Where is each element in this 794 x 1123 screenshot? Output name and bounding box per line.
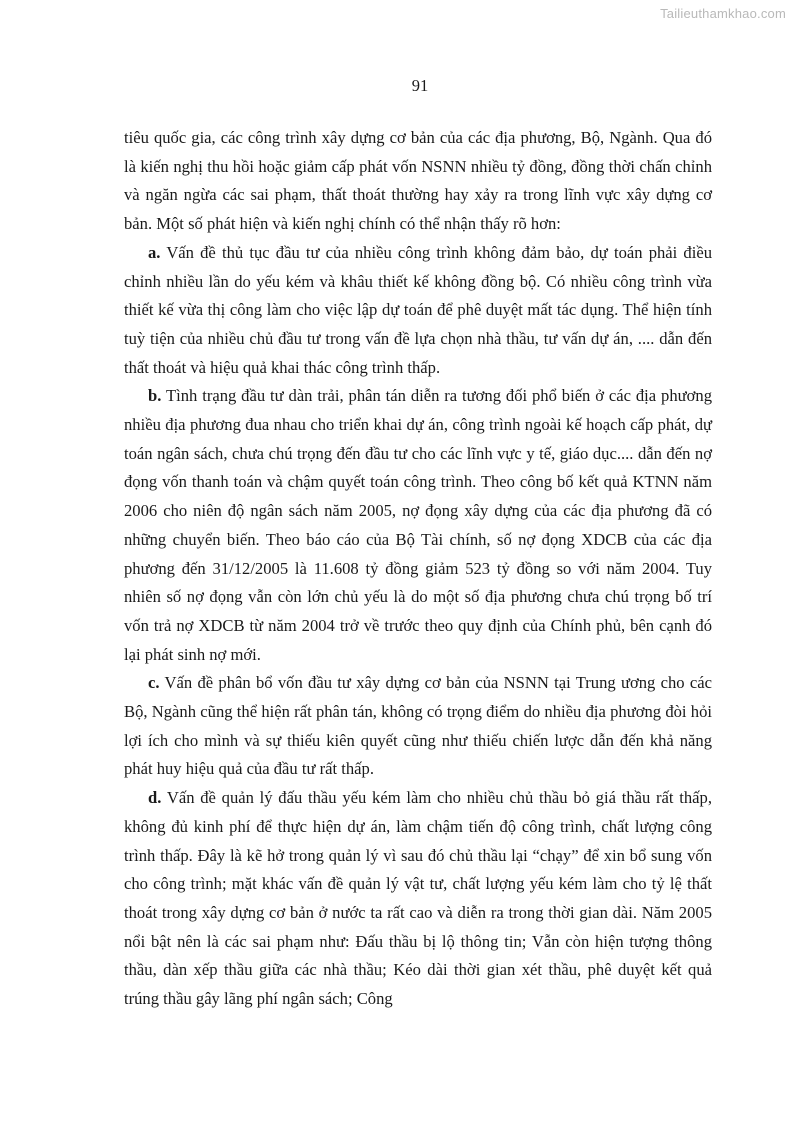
paragraph-d [124,784,712,1014]
paragraph-label: d. [148,788,162,808]
page-number: 91 [411,76,429,95]
paragraph-text: Vấn đề phân bổ vốn đầu tư xây dựng cơ bản của NSNN tại Trung ương cho các Bộ, Ngành cũng thể hiện rất phân tán, không có trọng điểm do nhiều địa phương đòi hỏi lợi ích cho mình và sự thiếu kiên quyết cũng như thiếu chiến lược dẫn đến khả năng phát huy hiệu quả của đầu tư rất thấp. [124,673,712,779]
paragraph-intro [124,124,712,239]
paragraph-c [124,669,712,784]
paragraph-label: a. [148,242,161,262]
paragraph-text: tiêu quốc gia, các công trình xây dựng cơ bản của các địa phương, Bộ, Ngành. Qua đó là kiến nghị thu hồi hoặc giảm cấp phát vốn NSNN nhiều tỷ đồng, đồng thời chấn chỉnh và ngăn ngừa các sai phạm, thất thoát thường hay xảy ra trong lĩnh vực xây dựng cơ bản. Một số phát hiện và kiến nghị chính có thể nhận thấy rõ hơn: [124,128,712,234]
paragraph-label: b. [148,386,162,406]
paragraph-text: Vấn đề quản lý đấu thầu yếu kém làm cho nhiều chủ thầu bỏ giá thầu rất thấp, không đủ kinh phí để thực hiện dự án, làm chậm tiến độ công trình, chất lượng công trình thấp. Đây là kẽ hở trong quản lý vì sau đó chủ thầu lại “chạy” để xin bổ sung vốn cho công trình; mặt khác vấn đề quản lý vật tư, chất lượng yếu kém làm cho tỷ lệ thất thoát trong xây dựng cơ bản ở nước ta rất cao và diễn ra trong thời gian dài. Năm 2005 nổi bật nên là các sai phạm như: Đấu thầu bị lộ thông tin; Vẫn còn hiện tượng thông thầu, dàn xếp thầu giữa các nhà thầu; Kéo dài thời gian xét thầu, phê duyệt kết quả trúng thầu gây lãng phí ngân sách; Công [124,788,712,1009]
paragraph-label: c. [148,673,160,693]
paragraph-a [124,239,712,383]
paragraph-text: Tình trạng đầu tư dàn trải, phân tán diễn ra tương đối phổ biến ở các địa phương nhiều địa phương đua nhau cho triển khai dự án, công trình ngoài kế hoạch cấp phát, dự toán ngân sách, chưa chú trọng đến đầu tư cho các lĩnh vực y tế, giáo dục.... dẫn đến nợ đọng vốn thanh toán và chậm quyết toán công trình. Theo công bố kết quả KTNN năm 2006 cho niên độ ngân sách năm 2005, nợ đọng xây dựng của các địa phương đã có những chuyển biến. Theo báo cáo của Bộ Tài chính, số nợ đọng XDCB của các địa phương đến 31/12/2005 là 11.608 tỷ đồng giảm 523 tỷ đồng so với năm 2004. Tuy nhiên số nợ đọng vẫn còn lớn chủ yếu là do một số địa phương chưa chú trọng bố trí vốn trả nợ XDCB từ năm 2004 trở về trước theo quy định của Chính phủ, bên cạnh đó lại phát sinh nợ mới. [124,386,712,664]
paragraph-text: Vấn đề thủ tục đầu tư của nhiều công trình không đảm bảo, dự toán phải điều chỉnh nhiều lần do yếu kém và khâu thiết kế không đồng bộ. Có nhiều công trình vừa thiết kế vừa thị công làm cho việc lập dự toán để phê duyệt mất tác dụng. Thể hiện tính tuỳ tiện của nhiều chủ đầu tư trong vấn đề lựa chọn nhà thầu, tư vấn dự án, .... dẫn đến thất thoát và hiệu quả khai thác công trình thấp. [124,242,712,377]
watermark-text: Tailieuthamkhao.com [660,6,786,21]
document-body [124,124,712,1014]
paragraph-b [124,382,712,669]
